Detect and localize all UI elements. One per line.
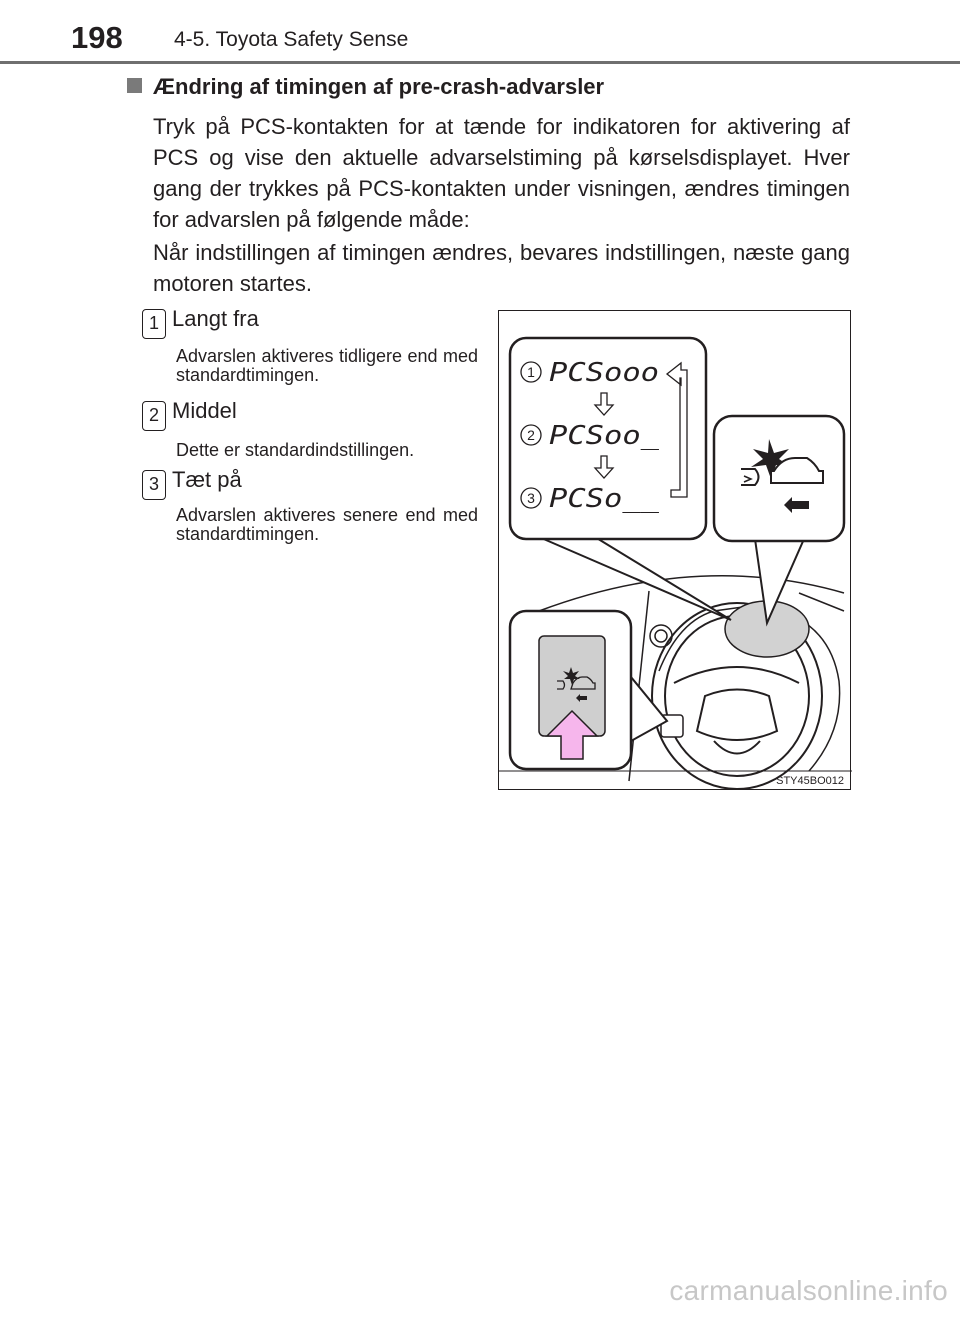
display-text-1: PCSooo — [549, 358, 659, 388]
item-label: Tæt på — [172, 467, 242, 492]
display-callout-leader — [539, 537, 731, 620]
callout-number-1 — [521, 362, 541, 382]
subheading-text: Ændring af timingen af pre-crash-advarsler — [153, 74, 605, 99]
item-2-description: Dette er standardindstillingen. — [176, 440, 415, 460]
item-number-badge: 3 — [142, 470, 166, 500]
item-number-badge: 1 — [142, 309, 166, 339]
item-label: Middel — [172, 398, 237, 423]
svg-text:1: 1 — [527, 364, 535, 380]
callout-number-3 — [521, 488, 541, 508]
subheading — [127, 74, 604, 100]
display-text-2: PCSoo_ — [549, 421, 660, 451]
paragraph-2: Når indstillingen af timingen ændres, bevares indstillingen, næste gang motoren startes. — [153, 240, 850, 296]
item-1 — [142, 306, 259, 339]
watermark: carmanualsonline.info — [669, 1275, 948, 1306]
pcs-switch-figure — [498, 310, 851, 790]
svg-text:2: 2 — [527, 427, 535, 443]
section-title: 4-5. Toyota Safety Sense — [174, 28, 409, 51]
callout-number-2 — [521, 425, 541, 445]
paragraph-1: Tryk på PCS-kontakten for at tænde for indikatoren for aktivering af PCS og vise den aktuelle advarselstiming på kørselsdisplayet. Hver gang der trykkes på PCS-kontakten under visningen, ændres timingen for advarslen på følgende måde: — [153, 114, 850, 232]
header-rule — [0, 61, 960, 64]
figure-code: STY45BO012 — [776, 775, 844, 787]
display-text-3: PCSo__ — [549, 484, 660, 514]
item-number-badge: 2 — [142, 401, 166, 431]
item-3-description: Advarslen aktiveres senere end med standardtimingen. — [176, 505, 478, 544]
item-label: Langt fra — [172, 306, 259, 331]
bullet-square-icon — [127, 78, 142, 93]
item-2 — [142, 398, 237, 431]
svg-text:3: 3 — [527, 490, 535, 506]
page-number: 198 — [71, 20, 123, 55]
item-3 — [142, 467, 242, 500]
item-1-description: Advarslen aktiveres tidligere end med standardtimingen. — [176, 346, 478, 385]
